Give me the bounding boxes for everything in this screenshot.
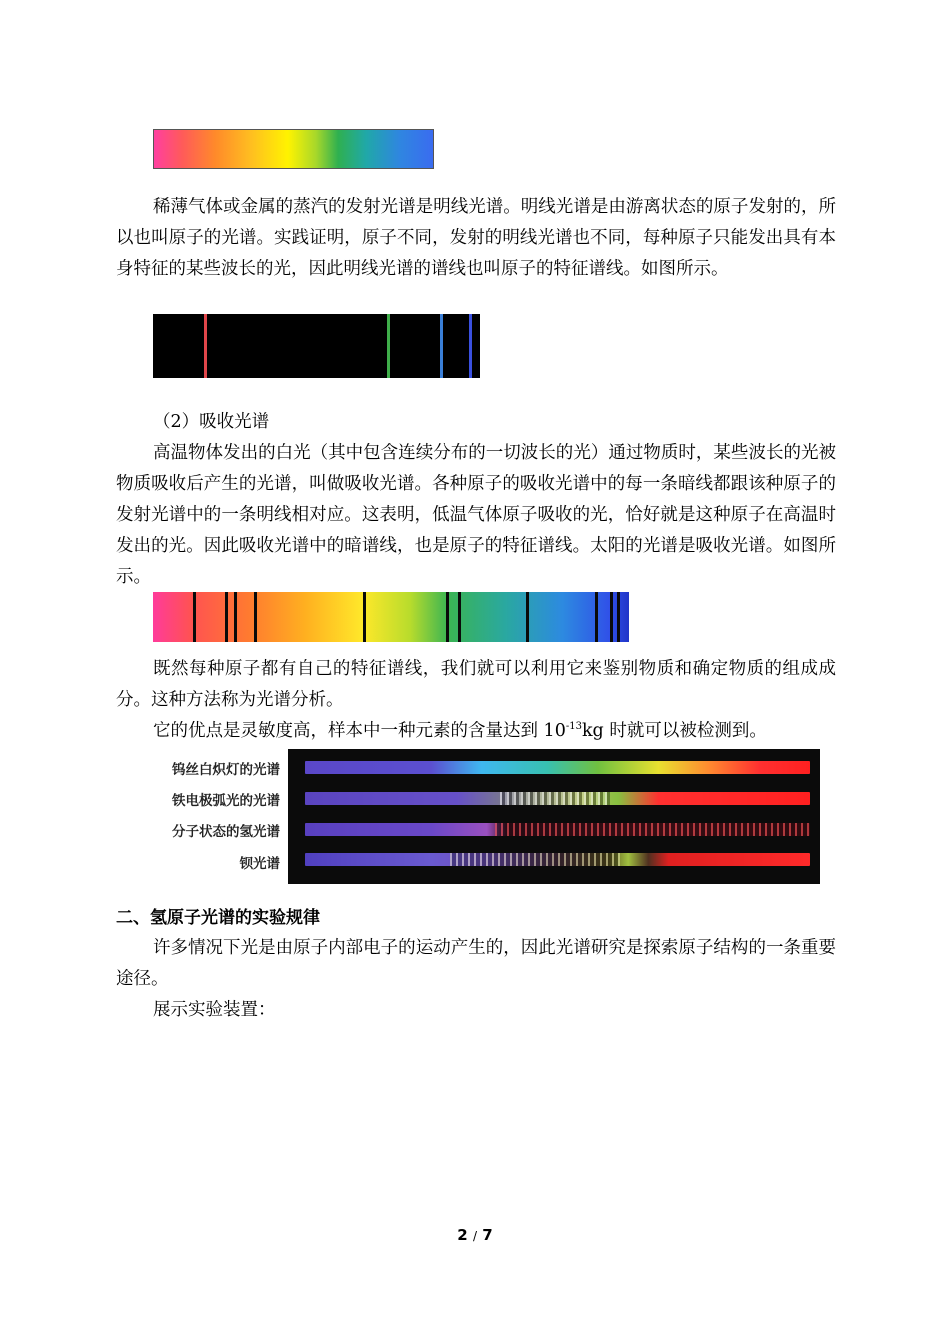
absorption-line-6 xyxy=(458,592,461,642)
advantage-text-pre: 它的优点是灵敏度高，样本中一种元素的含量达到 10 xyxy=(153,721,566,741)
iron-arc-lines xyxy=(500,792,610,805)
emission-line-0 xyxy=(204,314,207,378)
absorption-title: （2）吸收光谱 xyxy=(153,412,270,432)
barium-lines xyxy=(450,853,620,866)
absorption-line-2 xyxy=(234,592,237,642)
absorption-line-4 xyxy=(363,592,366,642)
spectrum-label-iron-arc: 铁电极弧光的光谱 xyxy=(172,793,280,809)
section-heading: 二、氢原子光谱的实验规律 xyxy=(116,908,320,928)
show-apparatus-text: 展示实验装置： xyxy=(153,1000,276,1020)
page-number xyxy=(0,1226,950,1244)
spectrum-label-barium: 钡光谱 xyxy=(239,856,280,872)
absorption-line-9 xyxy=(610,592,613,642)
spectra-labels xyxy=(150,749,288,884)
hydrogen-molecule-lines xyxy=(495,823,810,836)
absorption-line-7 xyxy=(526,592,529,642)
advantage-paragraph xyxy=(116,716,836,747)
tungsten-spectrum-bar xyxy=(305,761,810,774)
emission-paragraph: 稀薄气体或金属的蒸汽的发射光谱是明线光谱。明线光谱是由游离状态的原子发射的，所以也叫原子的光谱。实践证明，原子不同，发射的明线光谱也不同，每种原子只能发出具有本身特征的某些波长的光，因此明线光谱的谱线也叫原子的特征谱线。如图所示。 xyxy=(116,197,836,279)
research-paragraph: 许多情况下光是由原子内部电子的运动产生的，因此光谱研究是探索原子结构的一条重要途径。 xyxy=(116,938,836,989)
line-spectrum-image xyxy=(153,314,480,378)
advantage-text-post: kg 时就可以被检测到。 xyxy=(581,721,767,741)
continuous-spectrum-image xyxy=(153,129,434,169)
emission-line-3 xyxy=(469,314,472,378)
absorption-line-8 xyxy=(595,592,598,642)
analysis-paragraph: 既然每种原子都有自己的特征谱线，我们就可以利用它来鉴别物质和确定物质的组成成分。这种方法称为光谱分析。 xyxy=(116,659,836,710)
absorption-line-3 xyxy=(254,592,257,642)
absorption-line-0 xyxy=(193,592,196,642)
page-separator: / xyxy=(472,1229,478,1243)
absorption-line-10 xyxy=(617,592,620,642)
spectrum-label-hydrogen-molecule: 分子状态的氢光谱 xyxy=(172,824,280,840)
absorption-paragraph: 高温物体发出的白光（其中包含连续分布的一切波长的光）通过物质时，某些波长的光被物质吸收后产生的光谱，叫做吸收光谱。各种原子的吸收光谱中的每一条暗线都跟该种原子的发射光谱中的一条明线相对应。这表明，低温气体原子吸收的光，恰好就是这种原子在高温时发出的光。因此吸收光谱中的暗谱线，也是原子的特征谱线。太阳的光谱是吸收光谱。如图所示。 xyxy=(116,443,836,587)
page-total: 7 xyxy=(482,1226,493,1244)
page-current: 2 xyxy=(457,1226,468,1244)
absorption-line-5 xyxy=(446,592,449,642)
absorption-spectrum-image xyxy=(153,592,629,642)
emission-line-2 xyxy=(440,314,443,378)
spectrum-label-tungsten: 钨丝白炽灯的光谱 xyxy=(172,762,280,778)
emission-line-1 xyxy=(387,314,390,378)
advantage-exponent: -13 xyxy=(565,721,582,733)
spectra-comparison-image xyxy=(150,749,820,884)
absorption-line-1 xyxy=(225,592,228,642)
